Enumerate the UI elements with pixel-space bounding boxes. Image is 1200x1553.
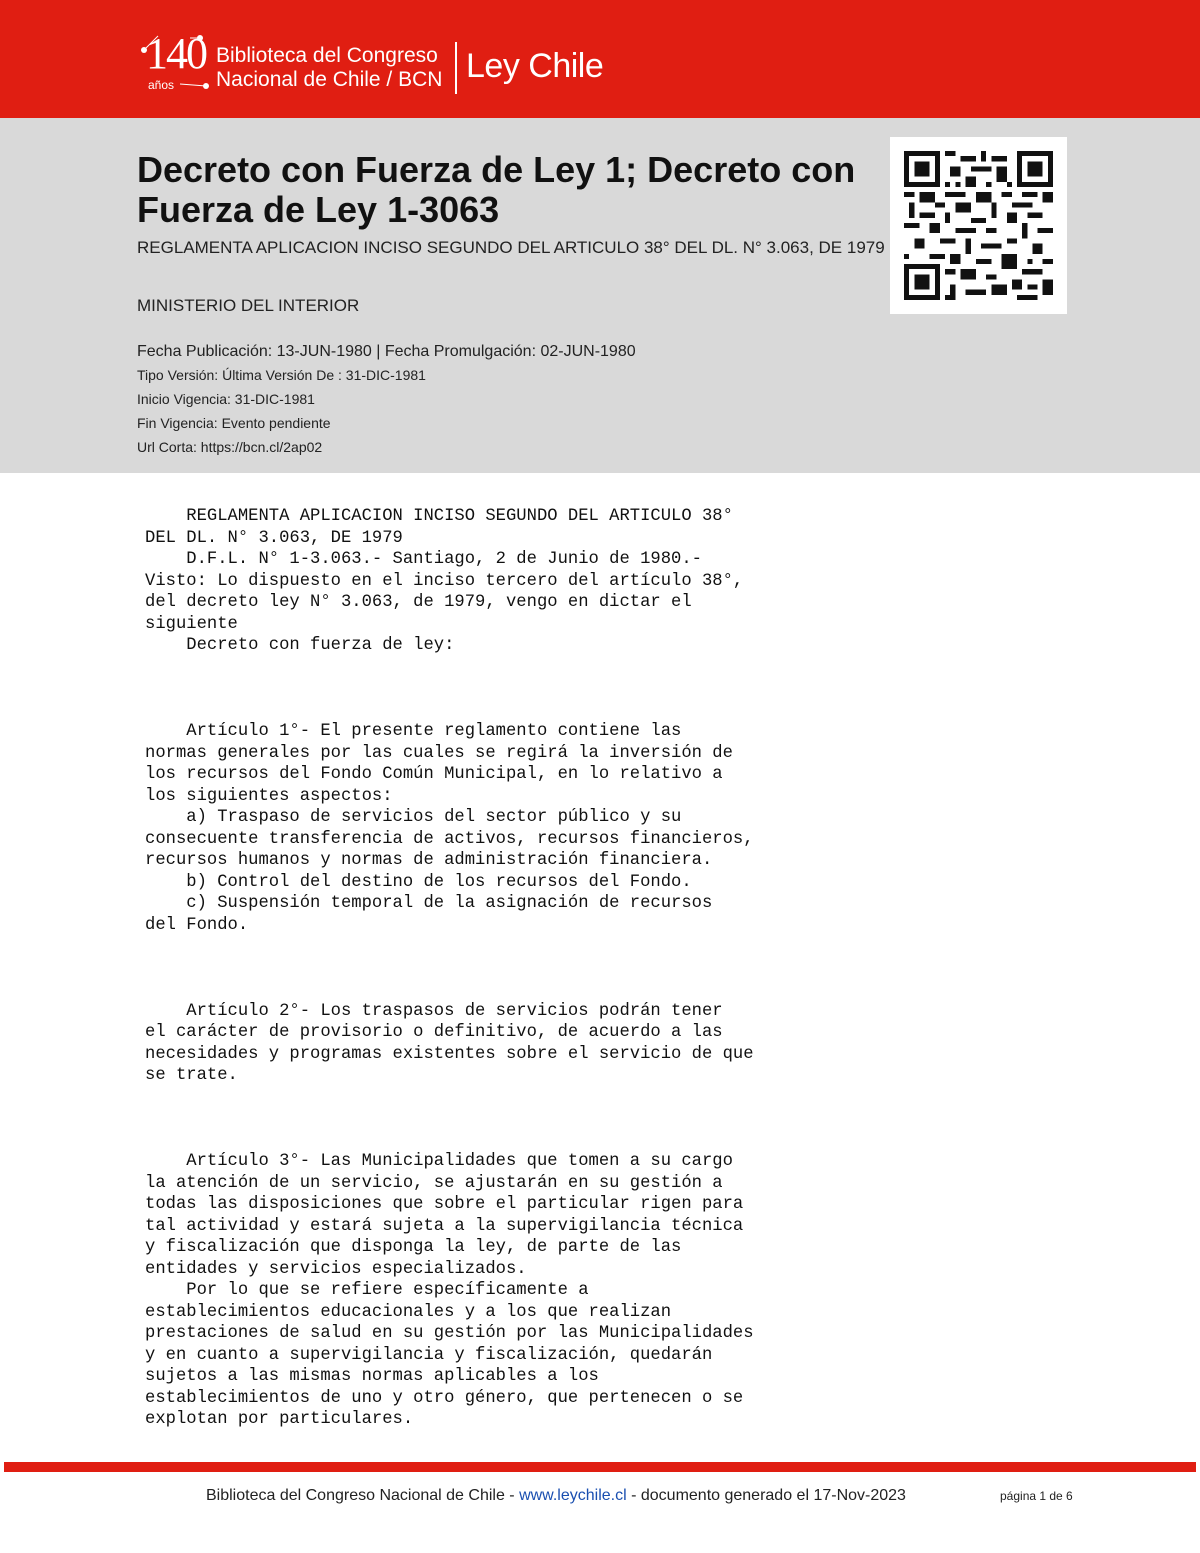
publication-dates: Fecha Publicación: 13-JUN-1980 | Fecha Promulgación: 02-JUN-1980 <box>137 343 636 360</box>
logo-anos: años <box>148 78 175 92</box>
ministry-name: MINISTERIO DEL INTERIOR <box>137 296 360 315</box>
footer-prefix: Biblioteca del Congreso Nacional de Chile - <box>206 1487 520 1504</box>
header-divider <box>455 42 457 94</box>
url-corta[interactable]: Url Corta: https://bcn.cl/2ap02 <box>137 439 323 455</box>
document-subtitle: REGLAMENTA APLICACION INCISO SEGUNDO DEL ARTICULO 38° DEL DL. N° 3.063, DE 1979 <box>137 238 885 257</box>
article-3-paragraph: Artículo 3°- Las Municipalidades que tomen a su cargo la atención de un servicio, se ajustarán en su gestión a todas las disposiciones que sobre el particular rigen para tal actividad y estará sujeta a la supervigilancia técnica y fiscalización que disponga la ley, de parte de las entidades y servicios especializados. Por lo que se refiere específicamente a establecimientos educacionales y a los que realizan prestaciones de salud en su gestión por las Municipalidades y en cuanto a supervigilancia y fiscalización, quedarán sujetos a las mismas normas aplicables a los establecimientos de uno y otro género, que pertenecen o se explotan por particulares. <box>145 1152 754 1429</box>
logo-number: 140 <box>146 29 206 78</box>
article-2-paragraph: Artículo 2°- Los traspasos de servicios podrán tener el carácter de provisorio o definitivo, de acuerdo a las necesidades y programas existentes sobre el servicio de que se trate. <box>145 1001 754 1085</box>
qr-code <box>890 137 1067 314</box>
document-body <box>145 506 865 1431</box>
footer-divider <box>4 1462 1196 1472</box>
qr-code-icon <box>904 151 1053 300</box>
bcn-name[interactable] <box>216 44 442 92</box>
ley-chile-logo[interactable]: Ley Chile <box>466 47 604 85</box>
bcn-name-line2: Nacional de Chile / BCN <box>216 68 443 91</box>
footer-text <box>206 1486 906 1506</box>
inicio-vigencia: Inicio Vigencia: 31-DIC-1981 <box>137 391 315 407</box>
bcn-name-line1: Biblioteca del Congreso <box>216 44 438 67</box>
tipo-version: Tipo Versión: Última Versión De : 31-DIC-1981 <box>137 367 426 383</box>
page-title: Decreto con Fuerza de Ley 1; Decreto con Fuerza de Ley 1-3063 <box>137 149 856 230</box>
header-bar <box>0 0 1200 118</box>
bcn-140-logo <box>140 30 210 92</box>
page-number: página 1 de 6 <box>1000 1489 1073 1503</box>
article-1-paragraph: Artículo 1°- El presente reglamento contiene las normas generales por las cuales se regirá la inversión de los recursos del Fondo Común Municipal, en lo relativo a los siguientes aspectos: a) Traspaso de servicios del sector público y su consecuente transferencia de activos, recursos financieros, recursos humanos y normas de administración financiera. b) Control del destino de los recursos del Fondo. c) Suspensión temporal de la asignación de recursos del Fondo. <box>145 722 754 935</box>
preamble-paragraph: REGLAMENTA APLICACION INCISO SEGUNDO DEL ARTICULO 38° DEL DL. N° 3.063, DE 1979 D.F.L. N° 1-3.063.- Santiago, 2 de Junio de 1980.- Visto: Lo dispuesto en el inciso tercero del artículo 38°, del decreto ley N° 3.063, de 1979, vengo en dictar el siguiente Decreto con fuerza de ley: <box>145 507 744 655</box>
leychile-link[interactable]: www.leychile.cl <box>519 1487 627 1504</box>
fin-vigencia: Fin Vigencia: Evento pendiente <box>137 415 331 431</box>
footer-suffix: - documento generado el 17-Nov-2023 <box>626 1487 906 1504</box>
